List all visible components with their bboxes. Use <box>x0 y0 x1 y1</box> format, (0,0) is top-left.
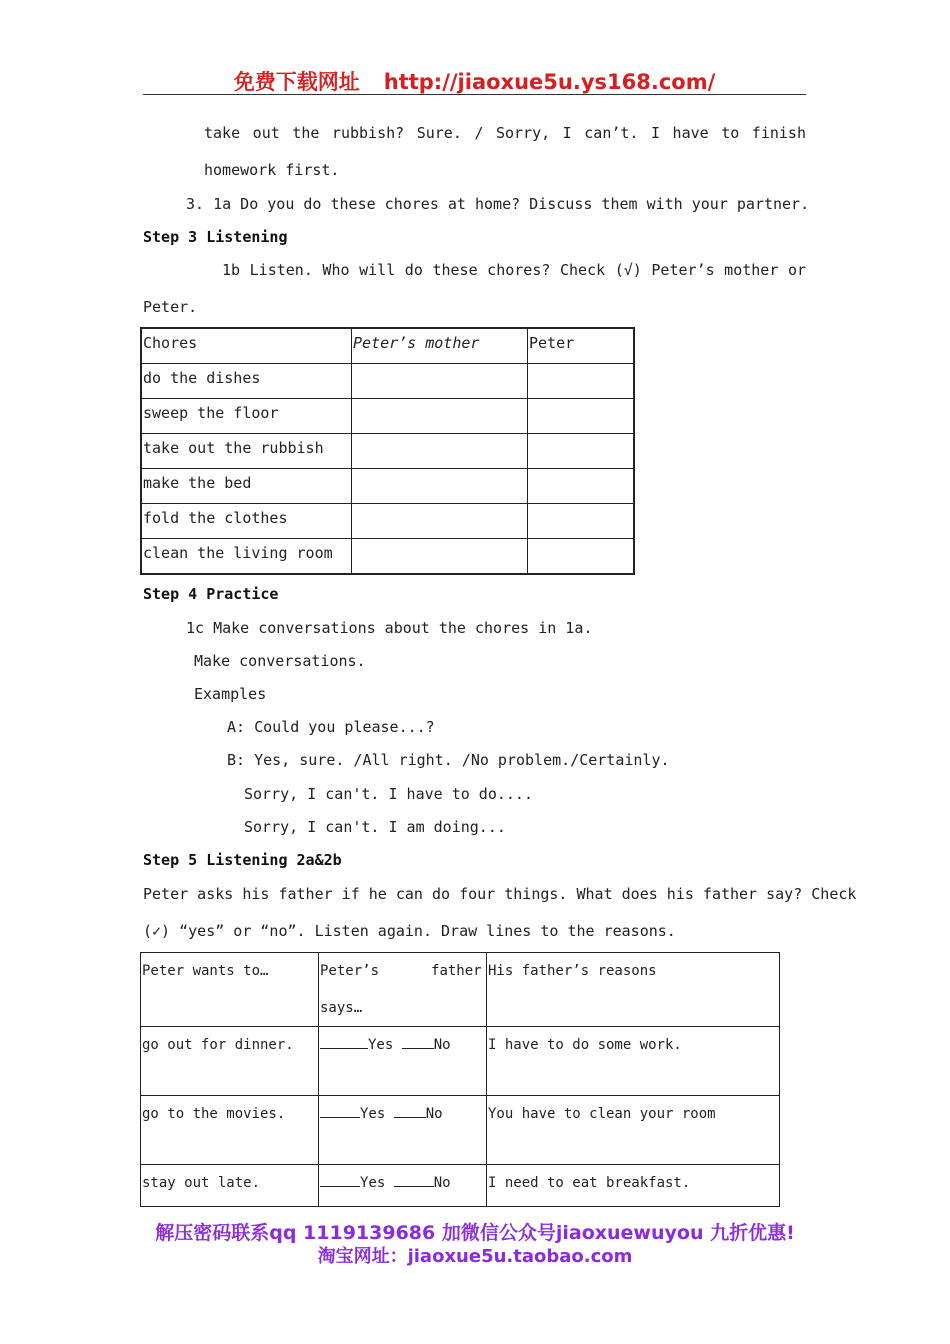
check-cell-mother[interactable] <box>352 364 528 399</box>
header-father-says-a: Peter’s <box>320 963 380 979</box>
chores-table <box>140 327 635 575</box>
header-father-says-b: father <box>431 963 482 979</box>
want-cell: stay out late. <box>141 1165 319 1207</box>
header-url-link[interactable]: http://jiaoxue5u.ys168.com/ <box>383 70 716 94</box>
no-label: No <box>433 1175 451 1191</box>
check-cell-mother[interactable] <box>352 539 528 575</box>
make-conversations: Make conversations. <box>194 652 366 670</box>
header-father-says <box>319 953 487 1027</box>
reason-cell: I have to do some work. <box>487 1027 780 1096</box>
table-row <box>141 1096 780 1165</box>
step3-heading: Step 3 Listening <box>143 228 288 246</box>
step5-heading: Step 5 Listening 2a&2b <box>143 851 342 869</box>
body-line-1: take out the rubbish? Sure. / Sorry, I can’t. I have to finish <box>204 124 806 142</box>
chore-cell: do the dishes <box>141 364 352 399</box>
no-label: No <box>425 1106 443 1122</box>
table-row <box>141 1027 780 1096</box>
check-cell-mother[interactable] <box>352 399 528 434</box>
instruction-2a: Peter asks his father if he can do four things. What does his father say? Check <box>143 885 857 903</box>
table-header-row <box>141 953 780 1027</box>
chore-cell: make the bed <box>141 469 352 504</box>
check-cell-peter[interactable] <box>528 539 635 575</box>
father-table <box>140 952 780 1207</box>
footer-taobao-link[interactable]: 淘宝网址：jiaoxue5u.taobao.com <box>317 1246 633 1267</box>
yes-blank[interactable] <box>320 1103 360 1118</box>
yes-label: Yes <box>360 1106 386 1122</box>
header-chores: Chores <box>141 328 352 364</box>
footer-contact: 解压密码联系qq 1119139686 加微信公众号jiaoxuewuyou 九折优惠! <box>155 1222 795 1244</box>
yes-no-cell <box>319 1027 487 1096</box>
chore-cell: fold the clothes <box>141 504 352 539</box>
want-cell: go to the movies. <box>141 1096 319 1165</box>
table-row <box>141 504 634 539</box>
header-reasons: His father’s reasons <box>487 953 780 1027</box>
check-cell-peter[interactable] <box>528 364 635 399</box>
table-row <box>141 434 634 469</box>
example-a: A: Could you please...? <box>227 718 435 736</box>
check-cell-peter[interactable] <box>528 504 635 539</box>
yes-label: Yes <box>368 1037 394 1053</box>
header-label: 免费下载网址 <box>233 70 360 94</box>
header-peter-wants: Peter wants to… <box>141 953 319 1027</box>
example-sorry-1: Sorry, I can't. I have to do.... <box>244 785 533 803</box>
table-header-row <box>141 328 634 364</box>
page-header <box>143 66 806 95</box>
reason-cell: You have to clean your room <box>487 1096 780 1165</box>
step4-heading: Step 4 Practice <box>143 585 279 603</box>
check-cell-peter[interactable] <box>528 434 635 469</box>
table-row <box>141 469 634 504</box>
no-label: No <box>433 1037 451 1053</box>
table-row <box>141 539 634 575</box>
check-cell-mother[interactable] <box>352 469 528 504</box>
no-blank[interactable] <box>394 1103 426 1118</box>
yes-label: Yes <box>360 1175 386 1191</box>
no-blank[interactable] <box>394 1172 434 1187</box>
body-line-2: homework first. <box>204 161 340 179</box>
yes-no-cell <box>319 1165 487 1207</box>
example-sorry-2: Sorry, I can't. I am doing... <box>244 818 506 836</box>
check-cell-peter[interactable] <box>528 469 635 504</box>
header-peters-mother: Peter’s mother <box>352 328 528 364</box>
chore-cell: sweep the floor <box>141 399 352 434</box>
want-cell: go out for dinner. <box>141 1027 319 1096</box>
table-row <box>141 364 634 399</box>
chore-cell: clean the living room <box>141 539 352 575</box>
instruction-1b-continued: Peter. <box>143 298 198 316</box>
yes-no-cell <box>319 1096 487 1165</box>
examples-label: Examples <box>194 685 267 703</box>
check-cell-mother[interactable] <box>352 504 528 539</box>
chore-cell: take out the rubbish <box>141 434 352 469</box>
instruction-1c: 1c Make conversations about the chores in 1a. <box>186 619 593 637</box>
instruction-1b: 1b Listen. Who will do these chores? Check (√) Peter’s mother or <box>222 261 806 279</box>
header-peter: Peter <box>528 328 635 364</box>
no-blank[interactable] <box>402 1034 434 1049</box>
check-cell-peter[interactable] <box>528 399 635 434</box>
check-cell-mother[interactable] <box>352 434 528 469</box>
body-line-3: 3. 1a Do you do these chores at home? Discuss them with your partner. <box>186 195 810 213</box>
yes-blank[interactable] <box>320 1034 368 1049</box>
table-row <box>141 1165 780 1207</box>
instruction-2b: (✓) “yes” or “no”. Listen again. Draw lines to the reasons. <box>143 922 676 940</box>
example-b: B: Yes, sure. /All right. /No problem./Certainly. <box>227 751 670 769</box>
reason-cell: I need to eat breakfast. <box>487 1165 780 1207</box>
yes-blank[interactable] <box>320 1172 360 1187</box>
table-row <box>141 399 634 434</box>
header-father-says-c: says… <box>320 1000 363 1016</box>
